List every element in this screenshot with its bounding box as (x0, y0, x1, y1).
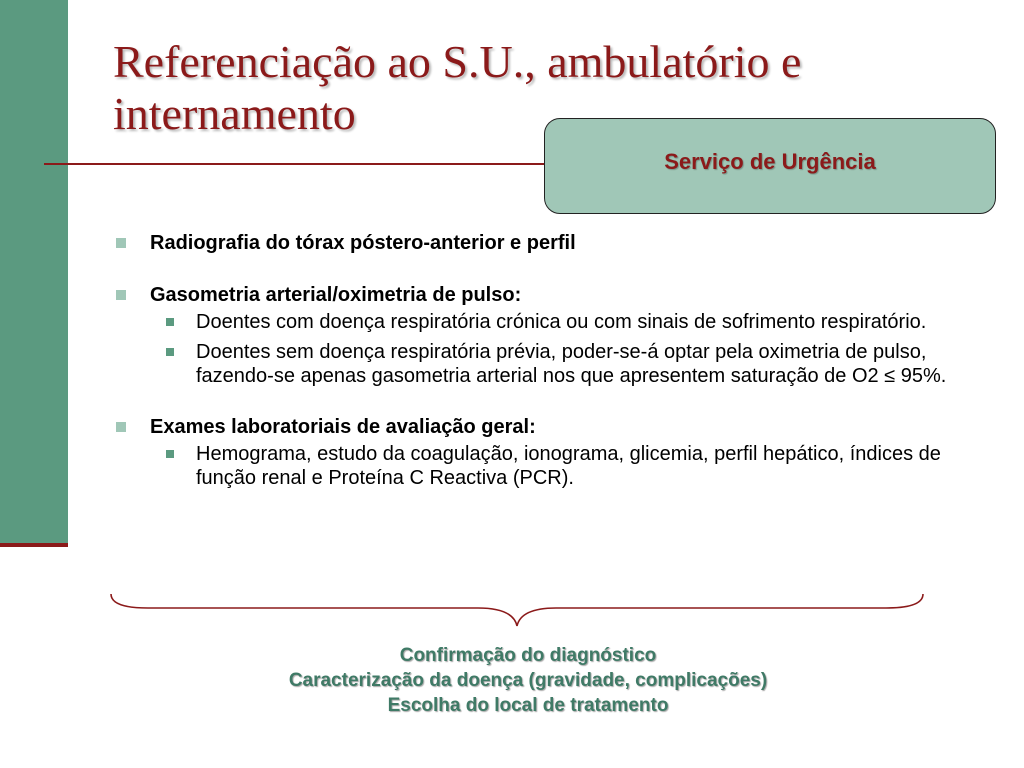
sub-bullet-item (113, 310, 993, 334)
title-rule (44, 163, 604, 165)
square-bullet-icon (166, 450, 174, 458)
sub-bullet-text: Hemograma, estudo da coagulação, ionograma, glicemia, perfil hepático, índices de função renal e Proteína C Reactiva (PCR). (196, 443, 941, 489)
square-bullet-icon (116, 290, 126, 300)
conclusion-line: Confirmação do diagnóstico (399, 645, 657, 666)
curly-brace (108, 590, 926, 630)
bullet-text: Exames laboratoriais de avaliação geral: (150, 416, 536, 438)
square-bullet-icon (166, 318, 174, 326)
callout-box (544, 118, 996, 214)
bullet-text: Radiografia do tórax póstero-anterior e perfil (150, 232, 576, 254)
sub-bullet-item (113, 340, 993, 388)
bullet-item (113, 414, 993, 440)
bullet-item (113, 230, 993, 256)
title-line-2: internamento (113, 88, 356, 139)
square-bullet-icon (166, 348, 174, 356)
side-band-underline (0, 543, 68, 547)
conclusions (100, 643, 956, 718)
bullet-list (113, 230, 993, 490)
title-line-1: Referenciação ao S.U., ambulatório e (113, 36, 802, 87)
conclusion-line: Caracterização da doença (gravidade, complicações) (288, 670, 768, 691)
sub-bullet-text: Doentes sem doença respiratória prévia, poder-se-á optar pela oximetria de pulso, fazendo-se apenas gasometria arterial nos que apresentem saturação de O2 ≤ 95%. (196, 341, 947, 387)
square-bullet-icon (116, 422, 126, 432)
square-bullet-icon (116, 238, 126, 248)
bullet-item (113, 282, 993, 308)
sub-bullet-item (113, 442, 993, 490)
bullet-text: Gasometria arterial/oximetria de pulso: (150, 284, 522, 306)
sub-bullet-text: Doentes com doença respiratória crónica ou com sinais de sofrimento respiratório. (196, 311, 927, 333)
conclusion-line: Escolha do local de tratamento (387, 695, 669, 716)
side-band (0, 0, 68, 545)
callout-label: Serviço de Urgência (664, 149, 876, 174)
